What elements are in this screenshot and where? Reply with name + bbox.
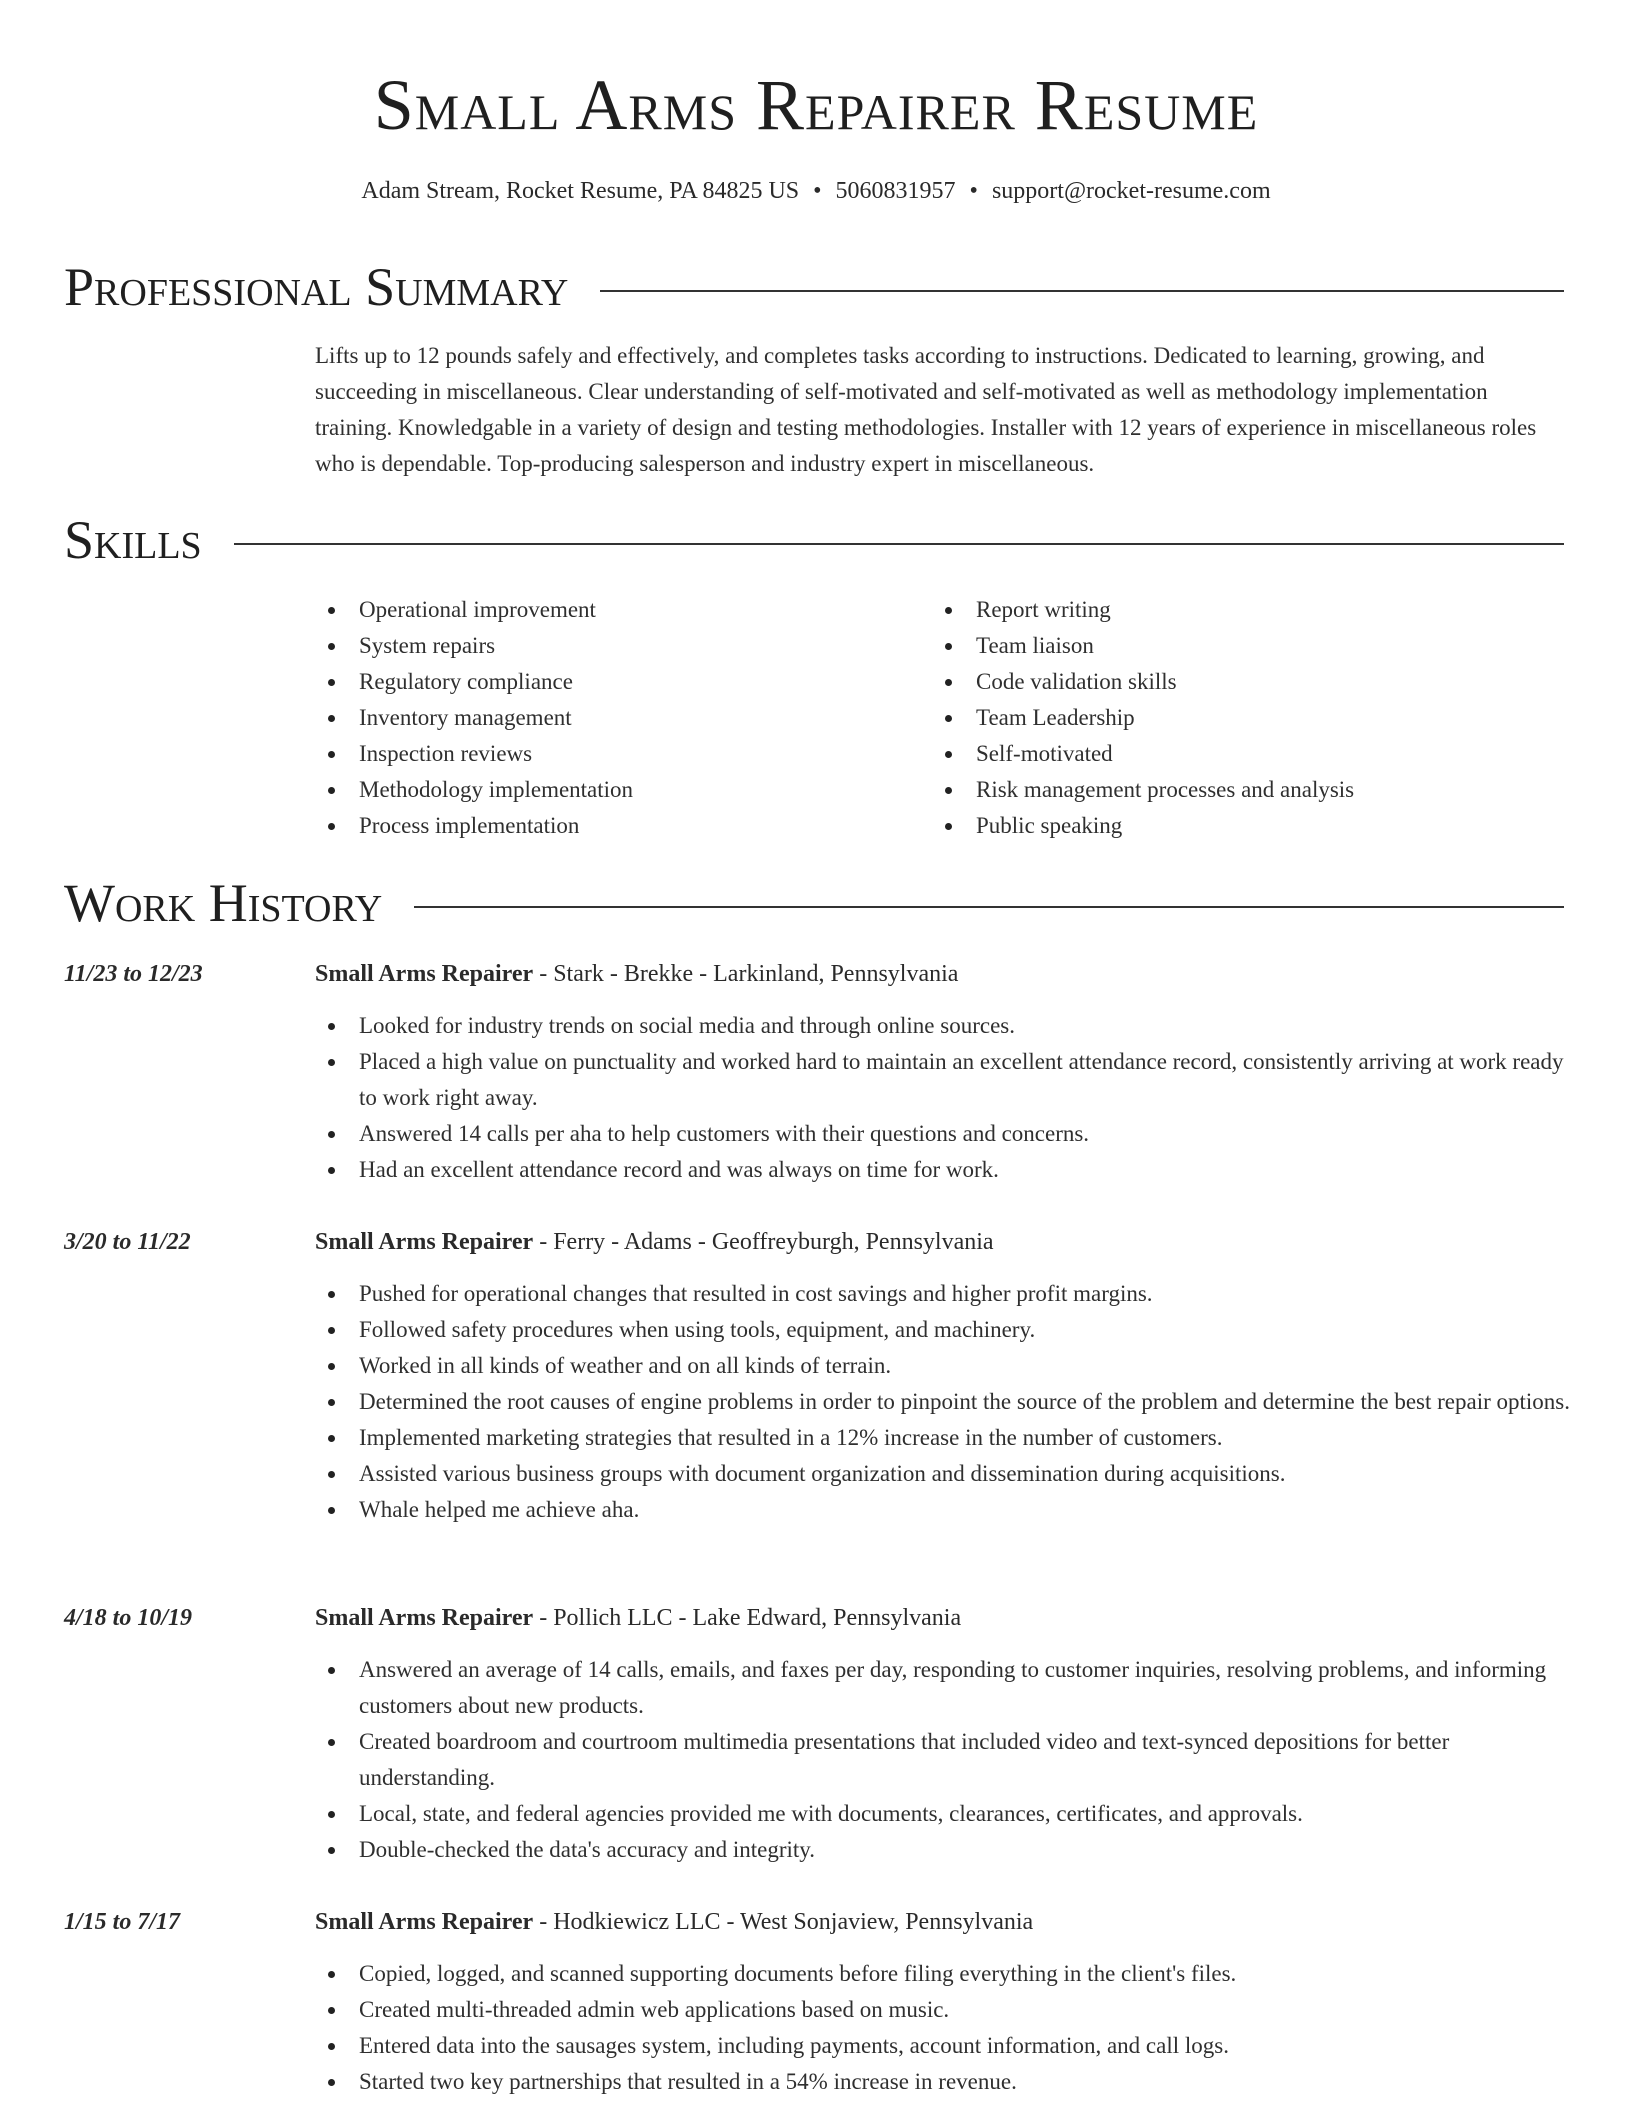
- contact-line: [0, 176, 1632, 206]
- job-bullet: Placed a high value on punctuality and worked hard to maintain an excellent attendance record, consistently arriving at work ready to work right away.: [315, 1044, 1570, 1116]
- skill-item: Self-motivated: [932, 736, 1572, 772]
- job-header: [315, 1226, 994, 1258]
- section-divider: [234, 543, 1564, 545]
- skill-item: Public speaking: [932, 808, 1572, 844]
- skill-item: Code validation skills: [932, 664, 1572, 700]
- contact-phone: 5060831957: [835, 178, 956, 204]
- job-bullet: Whale helped me achieve aha.: [315, 1492, 1570, 1528]
- job-bullets: [315, 1956, 1570, 2100]
- job-bullets: [315, 1276, 1570, 1528]
- skill-item: Operational improvement: [315, 592, 915, 628]
- skills-heading: Skills: [64, 510, 202, 570]
- job-bullet: Pushed for operational changes that resulted in cost savings and higher profit margins.: [315, 1276, 1570, 1312]
- job-bullet: Created multi-threaded admin web applications based on music.: [315, 1992, 1570, 2028]
- contact-email: support@rocket-resume.com: [991, 178, 1271, 204]
- job-bullet: Implemented marketing strategies that resulted in a 12% increase in the number of customers.: [315, 1420, 1570, 1456]
- skill-item: Process implementation: [315, 808, 915, 844]
- job-title: Small Arms Repairer: [315, 1909, 534, 1935]
- job-bullet: Answered 14 calls per aha to help customers with their questions and concerns.: [315, 1116, 1570, 1152]
- job-bullet: Copied, logged, and scanned supporting documents before filing everything in the client's files.: [315, 1956, 1570, 1992]
- job-employer-location: - Ferry - Adams - Geoffreyburgh, Pennsylvania: [533, 1229, 994, 1255]
- job-bullet: Local, state, and federal agencies provided me with documents, clearances, certificates, and approvals.: [315, 1796, 1570, 1832]
- job-dates: 3/20 to 11/22: [64, 1229, 191, 1255]
- page-title: Small Arms Repairer Resume: [373, 65, 1259, 145]
- job-dates: 1/15 to 7/17: [64, 1909, 181, 1935]
- job-title: Small Arms Repairer: [315, 1605, 534, 1631]
- skills-section-header: [64, 510, 1568, 570]
- skills-list-right: [932, 592, 1572, 844]
- skill-item: Report writing: [932, 592, 1572, 628]
- summary-section-header: [64, 257, 1568, 317]
- job-bullet: Determined the root causes of engine problems in order to pinpoint the source of the problem and determine the best repair options.: [315, 1384, 1570, 1420]
- job-title: Small Arms Repairer: [315, 1229, 534, 1255]
- skill-item: Team Leadership: [932, 700, 1572, 736]
- job-employer-location: - Hodkiewicz LLC - West Sonjaview, Pennsylvania: [533, 1909, 1034, 1935]
- job-dates: 4/18 to 10/19: [64, 1605, 193, 1631]
- job-header: [315, 958, 958, 990]
- job-bullet: Answered an average of 14 calls, emails, and faxes per day, responding to customer inquiries, resolving problems, and informing customers about new products.: [315, 1652, 1570, 1724]
- section-divider: [414, 906, 1564, 908]
- contact-address: Adam Stream, Rocket Resume, PA 84825 US: [361, 178, 800, 204]
- skill-item: Team liaison: [932, 628, 1572, 664]
- job-header: [315, 1906, 1033, 1938]
- job-bullet: Followed safety procedures when using tools, equipment, and machinery.: [315, 1312, 1570, 1348]
- job-bullets: [315, 1008, 1570, 1188]
- skill-item: Inventory management: [315, 700, 915, 736]
- contact-separator: •: [969, 178, 978, 204]
- contact-separator: •: [813, 178, 822, 204]
- job-bullet: Entered data into the sausages system, including payments, account information, and call logs.: [315, 2028, 1570, 2064]
- job-bullet: Had an excellent attendance record and was always on time for work.: [315, 1152, 1570, 1188]
- job-bullet: Double-checked the data's accuracy and integrity.: [315, 1832, 1570, 1868]
- skill-item: System repairs: [315, 628, 915, 664]
- skill-item: Risk management processes and analysis: [932, 772, 1572, 808]
- work-section-header: [64, 873, 1568, 933]
- skill-item: Methodology implementation: [315, 772, 915, 808]
- job-dates: 11/23 to 12/23: [64, 961, 203, 987]
- job-bullets: [315, 1652, 1570, 1868]
- job-title: Small Arms Repairer: [315, 961, 534, 987]
- summary-heading: Professional Summary: [64, 257, 569, 317]
- summary-text: Lifts up to 12 pounds safely and effectively, and completes tasks according to instructions. Dedicated to learning, growing, and succeeding in miscellaneous. Clear understanding of self-motivated and self-motivated as well as methodology implementation training. Knowledgable in a variety of design and testing methodologies. Installer with 12 years of experience in miscellaneous roles who is dependable. Top-producing salesperson and industry expert in miscellaneous.: [315, 343, 1537, 476]
- section-divider: [600, 290, 1564, 292]
- job-bullet: Started two key partnerships that resulted in a 54% increase in revenue.: [315, 2064, 1570, 2100]
- skill-item: Regulatory compliance: [315, 664, 915, 700]
- job-bullet: Assisted various business groups with document organization and dissemination during acquisitions.: [315, 1456, 1570, 1492]
- job-employer-location: - Stark - Brekke - Larkinland, Pennsylvania: [533, 961, 959, 987]
- job-employer-location: - Pollich LLC - Lake Edward, Pennsylvania: [533, 1605, 962, 1631]
- job-bullet: Created boardroom and courtroom multimedia presentations that included video and text-synced depositions for better understanding.: [315, 1724, 1570, 1796]
- job-bullet: Worked in all kinds of weather and on all kinds of terrain.: [315, 1348, 1570, 1384]
- job-bullet: Looked for industry trends on social media and through online sources.: [315, 1008, 1570, 1044]
- skill-item: Inspection reviews: [315, 736, 915, 772]
- job-header: [315, 1602, 961, 1634]
- skills-list-left: [315, 592, 915, 844]
- work-heading: Work History: [64, 873, 383, 933]
